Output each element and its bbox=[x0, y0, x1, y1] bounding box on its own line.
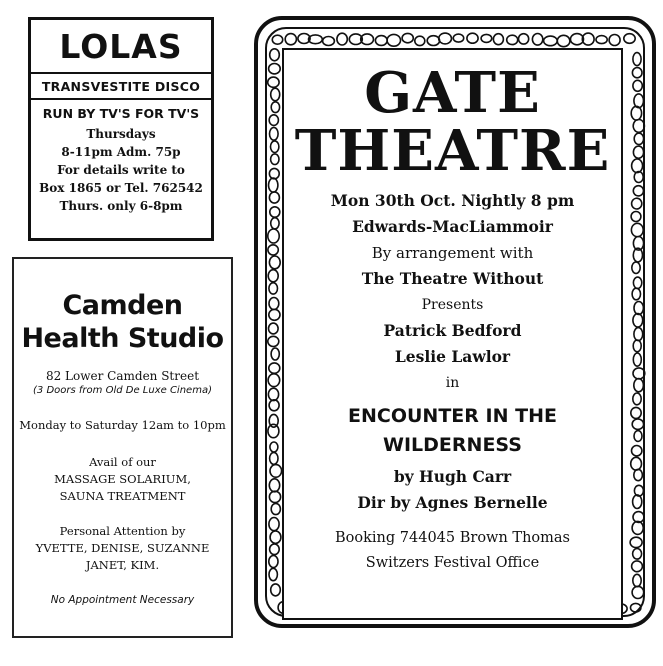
gate-title-line-1: GATE bbox=[364, 60, 541, 126]
camden-staff bbox=[14, 523, 231, 574]
gate-play-line-2: WILDERNESS bbox=[383, 434, 522, 456]
camden-address: 82 Lower Camden Street bbox=[45, 369, 200, 383]
gate-in: in bbox=[445, 375, 460, 391]
gate-title-line-2: THEATRE bbox=[294, 118, 611, 184]
gate-play-line-1: ENCOUNTER IN THE bbox=[348, 405, 557, 427]
camden-services bbox=[14, 454, 231, 505]
camden-personal-line-2: YVETTE, DENISE, SUZANNE bbox=[35, 541, 210, 555]
lolas-line-1: RUN BY TV'S FOR TV'S bbox=[42, 106, 200, 121]
camden-name bbox=[14, 289, 231, 355]
camden-ad bbox=[12, 257, 233, 638]
camden-avail-line-2: MASSAGE SOLARIUM, bbox=[54, 472, 191, 486]
gate-panel bbox=[282, 48, 623, 620]
camden-address-note: (3 Doors from Old De Luxe Cinema) bbox=[33, 385, 212, 396]
gate-troupe: The Theatre Without bbox=[361, 269, 544, 288]
lolas-line-6: Thurs. only 6-8pm bbox=[59, 199, 183, 213]
gate-actor-1: Patrick Bedford bbox=[383, 321, 522, 340]
gate-date: Mon 30th Oct. Nightly 8 pm bbox=[330, 191, 575, 210]
camden-hours: Monday to Saturday 12am to 10pm bbox=[19, 418, 226, 432]
gate-booking-line-2: Switzers Festival Office bbox=[365, 555, 540, 571]
gate-author: by Hugh Carr bbox=[393, 467, 512, 486]
lolas-tagline: TRANSVESTITE DISCO bbox=[31, 74, 211, 100]
gate-arrangement: By arrangement with bbox=[371, 244, 534, 262]
gate-play-title bbox=[284, 402, 621, 460]
gate-title bbox=[284, 60, 621, 184]
gate-director: Dir by Agnes Bernelle bbox=[357, 493, 548, 512]
camden-avail-line-1: Avail of our bbox=[89, 455, 156, 469]
camden-avail-line-3: SAUNA TREATMENT bbox=[59, 489, 186, 503]
gate-booking-line-1: Booking 744045 Brown Thomas bbox=[335, 530, 570, 546]
lolas-line-4: For details write to bbox=[57, 163, 185, 177]
camden-personal-line-3: JANET, KIM. bbox=[85, 558, 160, 572]
gate-presents: Presents bbox=[421, 297, 484, 313]
camden-name-line-2: Health Studio bbox=[21, 323, 224, 354]
lolas-line-2: Thursdays bbox=[86, 127, 156, 141]
gate-company: Edwards-MacLiammoir bbox=[352, 217, 553, 236]
gate-actor-2: Leslie Lawlor bbox=[394, 347, 511, 366]
lolas-details bbox=[31, 100, 211, 215]
camden-name-line-1: Camden bbox=[62, 290, 183, 321]
camden-personal-line-1: Personal Attention by bbox=[59, 524, 186, 538]
camden-no-appointment: No Appointment Necessary bbox=[50, 594, 195, 606]
lolas-line-5: Box 1865 or Tel. 762542 bbox=[39, 181, 203, 195]
lolas-line-3: 8-11pm Adm. 75p bbox=[61, 145, 181, 159]
gate-theatre-ad bbox=[254, 16, 656, 628]
lolas-logo: LOLAS bbox=[31, 20, 211, 74]
gate-booking bbox=[284, 526, 621, 576]
lolas-ad bbox=[28, 17, 214, 241]
